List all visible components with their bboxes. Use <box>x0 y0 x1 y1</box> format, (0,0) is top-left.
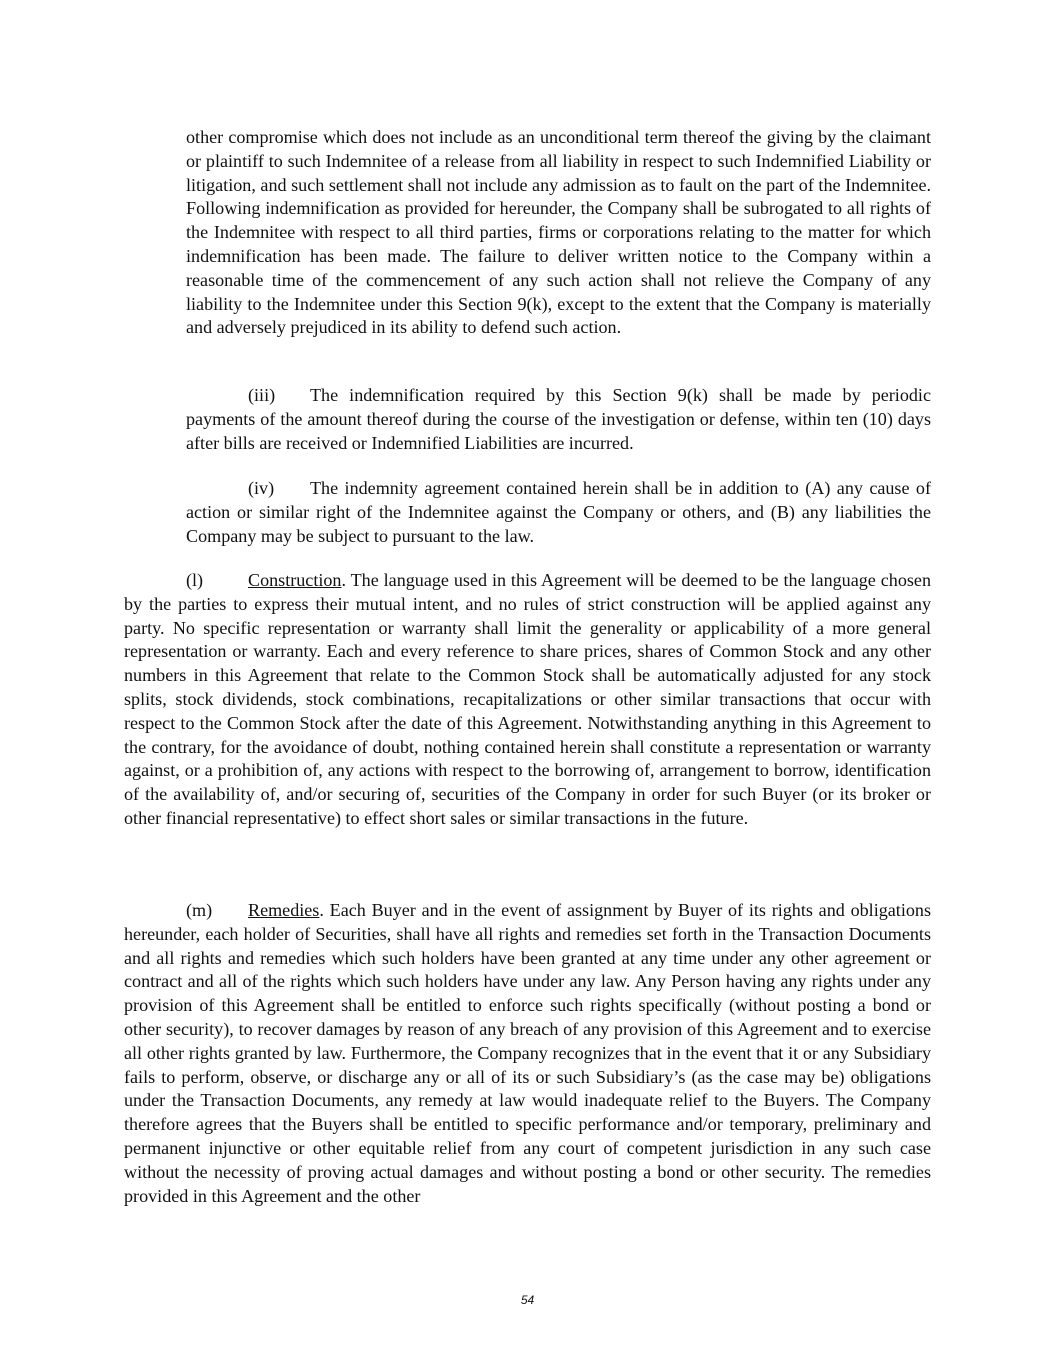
paragraph-iv-text: The indemnity agreement contained herein shall be in addition to (A) any cause of action or similar right of the Indemnitee against the Company or others, and (B) any liabilities the Company may be subject to pursuant to the law. <box>186 478 931 546</box>
enum-l: (l) <box>186 570 204 590</box>
paragraph-iii-text: The indemnification required by this Section 9(k) shall be made by periodic payments of the amount thereof during the course of the investigation or defense, within ten (10) days after bills are received or Indemnified Liabilities are incurred. <box>186 385 931 453</box>
heading-remedies: Remedies <box>248 900 320 920</box>
paragraph-continuation-text: other compromise which does not include as an unconditional term thereof the giving by the claimant or plaintiff to such Indemnitee of a release from all liability in respect to such Indemnified Liability or litigation, and such settlement shall not include any admission as to fault on the part of the Indemnitee. Following indemnification as provided for hereunder, the Company shall be subrogated to all rights of the Indemnitee with respect to all third parties, firms or corporations relating to the matter for which indemnification has been made. The failure to deliver written notice to the Company within a reasonable time of the commencement of any such action shall not relieve the Company of any liability to the Indemnitee under this Section 9(k), except to the extent that the Company is materially and adversely prejudiced in its ability to defend such action. <box>186 127 931 338</box>
enum-m: (m) <box>186 900 213 920</box>
paragraph-iii <box>186 384 931 455</box>
section-m-remedies <box>124 899 931 1208</box>
section-l-construction <box>124 569 931 831</box>
paragraph-continuation <box>186 126 931 340</box>
paragraph-iv <box>186 477 931 548</box>
page-number: 54 <box>520 1293 535 1307</box>
section-m-text: . Each Buyer and in the event of assignment by Buyer of its rights and obligations hereunder, each holder of Securities, shall have all rights and remedies set forth in the Transaction Documents and all rights and remedies which such holders have been granted at any time under any other agreement or contract and all of the rights which such holders have under any law. Any Person having any rights under any provision of this Agreement shall be entitled to enforce such rights specifically (without posting a bond or other security), to recover damages by reason of any breach of any provision of this Agreement and to exercise all other rights granted by law. Furthermore, the Company recognizes that in the event that it or any Subsidiary fails to perform, observe, or discharge any or all of its or such Subsidiary’s (as the case may be) obligations under the Transaction Documents, any remedy at law would inadequate relief to the Buyers. The Company therefore agrees that the Buyers shall be entitled to specific performance and/or temporary, preliminary and permanent injunctive or other equitable relief from any court of competent jurisdiction in any such case without the necessity of proving actual damages and without posting a bond or other security. The remedies provided in this Agreement and the other <box>124 900 931 1206</box>
enum-iv: (iv) <box>248 478 275 498</box>
section-l-text: . The language used in this Agreement will be deemed to be the language chosen by the parties to express their mutual intent, and no rules of strict construction will be applied against any party. No specific representation or warranty shall limit the generality or applicability of a more general representation or warranty. Each and every reference to share prices, shares of Common Stock and any other numbers in this Agreement that relate to the Common Stock shall be automatically adjusted for any stock splits, stock dividends, stock combinations, recapitalizations or other similar transactions that occur with respect to the Common Stock after the date of this Agreement. Notwithstanding anything in this Agreement to the contrary, for the avoidance of doubt, nothing contained herein shall constitute a representation or warranty against, or a prohibition of, any actions with respect to the borrowing of, arrangement to borrow, identification of the availability of, and/or securing of, securities of the Company in order for such Buyer (or its broker or other financial representative) to effect short sales or similar transactions in the future. <box>124 570 931 828</box>
heading-construction: Construction <box>248 570 342 590</box>
enum-iii: (iii) <box>248 385 276 405</box>
